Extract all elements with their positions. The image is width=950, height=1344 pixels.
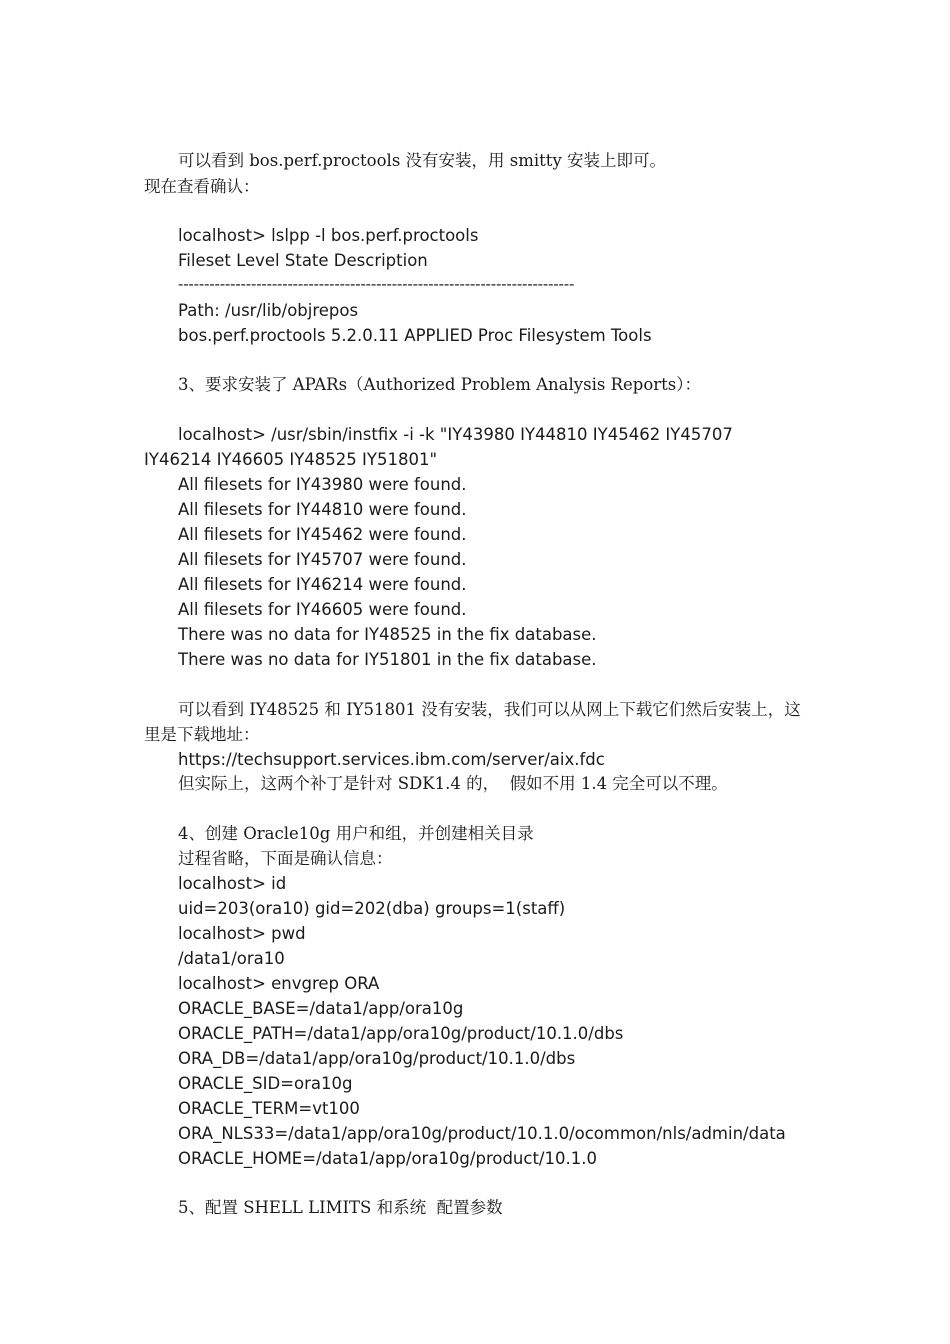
env-line: ORACLE_PATH=/data1/app/ora10g/product/10.1.0/dbs [178,1024,624,1043]
env-line: uid=203(ora10) gid=202(dba) groups=1(staff) [178,899,566,918]
objrepos-path: Path: /usr/lib/objrepos [178,301,359,320]
instfix-result: All filesets for IY43980 were found. [178,475,467,494]
section-4-heading: 4、创建 Oracle10g 用户和组，并创建相关目录 [178,824,534,843]
section-5-heading: 5、配置 SHELL LIMITS 和系统 配置参数 [178,1198,503,1217]
instfix-result: There was no data for IY51801 in the fix database. [178,650,597,669]
instfix-result: All filesets for IY46214 were found. [178,575,467,594]
instfix-result: All filesets for IY46605 were found. [178,600,467,619]
command-instfix-line1: localhost> /usr/sbin/instfix -i -k "IY43980 IY44810 IY45462 IY45707 [178,425,733,444]
dash-separator: ---------------------------------------------------------------------------- [178,275,575,293]
env-line: localhost> id [178,874,287,893]
instfix-result: There was no data for IY48525 in the fix database. [178,625,597,644]
paragraph-missing-apars: 可以看到 IY48525 和 IY51801 没有安装，我们可以从网上下载它们然后安装上，这 [178,700,801,719]
env-line: ORACLE_SID=ora10g [178,1074,353,1093]
env-line: localhost> pwd [178,924,306,943]
env-line: ORA_DB=/data1/app/ora10g/product/10.1.0/dbs [178,1049,576,1068]
instfix-result: All filesets for IY45462 were found. [178,525,467,544]
fileset-table-header: Fileset Level State Description [178,251,428,270]
paragraph-proctools-not-installed: 可以看到 bos.perf.proctools 没有安装，用 smitty 安装上即可。 [178,151,667,170]
instfix-result: All filesets for IY44810 were found. [178,500,467,519]
command-lslpp: localhost> lslpp -l bos.perf.proctools [178,226,479,245]
env-line: ORA_NLS33=/data1/app/ora10g/product/10.1.0/ocommon/nls/admin/data [178,1124,786,1143]
section-3-heading: 3、要求安装了 APARs（Authorized Problem Analysis Reports）： [178,375,701,394]
download-url: https://techsupport.services.ibm.com/server/aix.fdc [178,750,605,769]
paragraph-sdk-note: 但实际上，这两个补丁是针对 SDK1.4 的， 假如不用 1.4 完全可以不理。 [178,774,728,793]
instfix-result: All filesets for IY45707 were found. [178,550,467,569]
paragraph-confirm-now: 现在查看确认： [144,177,260,196]
env-line: ORACLE_HOME=/data1/app/ora10g/product/10.1.0 [178,1149,597,1168]
env-line: ORACLE_TERM=vt100 [178,1099,360,1118]
env-line: localhost> envgrep ORA [178,974,380,993]
paragraph-confirm-info: 过程省略，下面是确认信息： [178,849,393,868]
env-line: /data1/ora10 [178,949,285,968]
fileset-row: bos.perf.proctools 5.2.0.11 APPLIED Proc Filesystem Tools [178,326,652,345]
command-instfix-line2: IY46214 IY46605 IY48525 IY51801" [144,450,438,469]
env-line: ORACLE_BASE=/data1/app/ora10g [178,999,464,1018]
paragraph-download-address: 里是下载地址： [144,725,260,744]
